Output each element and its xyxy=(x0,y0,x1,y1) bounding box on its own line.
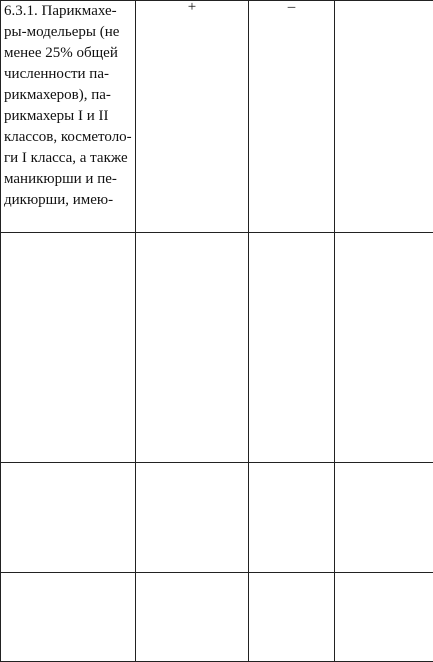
empty-cell xyxy=(1,463,136,573)
description-line: классов, косметоло- xyxy=(4,127,135,148)
table-row xyxy=(1,1,433,233)
description-line: ги I класса, а также xyxy=(4,148,135,169)
description-line: 6.3.1. Парикмахе- xyxy=(4,1,135,22)
plus-mark-cell xyxy=(136,1,249,233)
table-row xyxy=(1,463,433,573)
empty-cell xyxy=(136,233,249,463)
empty-mark-cell xyxy=(335,1,433,233)
description-line: ры-модельеры (не xyxy=(4,22,135,43)
description-text xyxy=(1,1,135,211)
empty-cell xyxy=(1,573,136,662)
dash-mark-cell xyxy=(249,1,335,233)
empty-cell xyxy=(249,573,335,662)
description-line: маникюрши и пе- xyxy=(4,169,135,190)
table-row xyxy=(1,233,433,463)
plus-mark: + xyxy=(188,0,196,16)
description-cell xyxy=(1,1,136,233)
description-line: рикмахеры I и II xyxy=(4,106,135,127)
dash-mark: – xyxy=(288,0,296,16)
description-line: численности па- xyxy=(4,64,135,85)
empty-cell xyxy=(335,463,433,573)
empty-cell xyxy=(1,233,136,463)
table-row xyxy=(1,573,433,662)
empty-cell xyxy=(249,463,335,573)
description-line: рикмахеров), па- xyxy=(4,85,135,106)
empty-cell xyxy=(136,463,249,573)
description-line: менее 25% общей xyxy=(4,43,135,64)
empty-cell xyxy=(136,573,249,662)
empty-cell xyxy=(335,233,433,463)
empty-cell xyxy=(335,573,433,662)
empty-cell xyxy=(249,233,335,463)
description-line: дикюрши, имею- xyxy=(4,190,135,211)
